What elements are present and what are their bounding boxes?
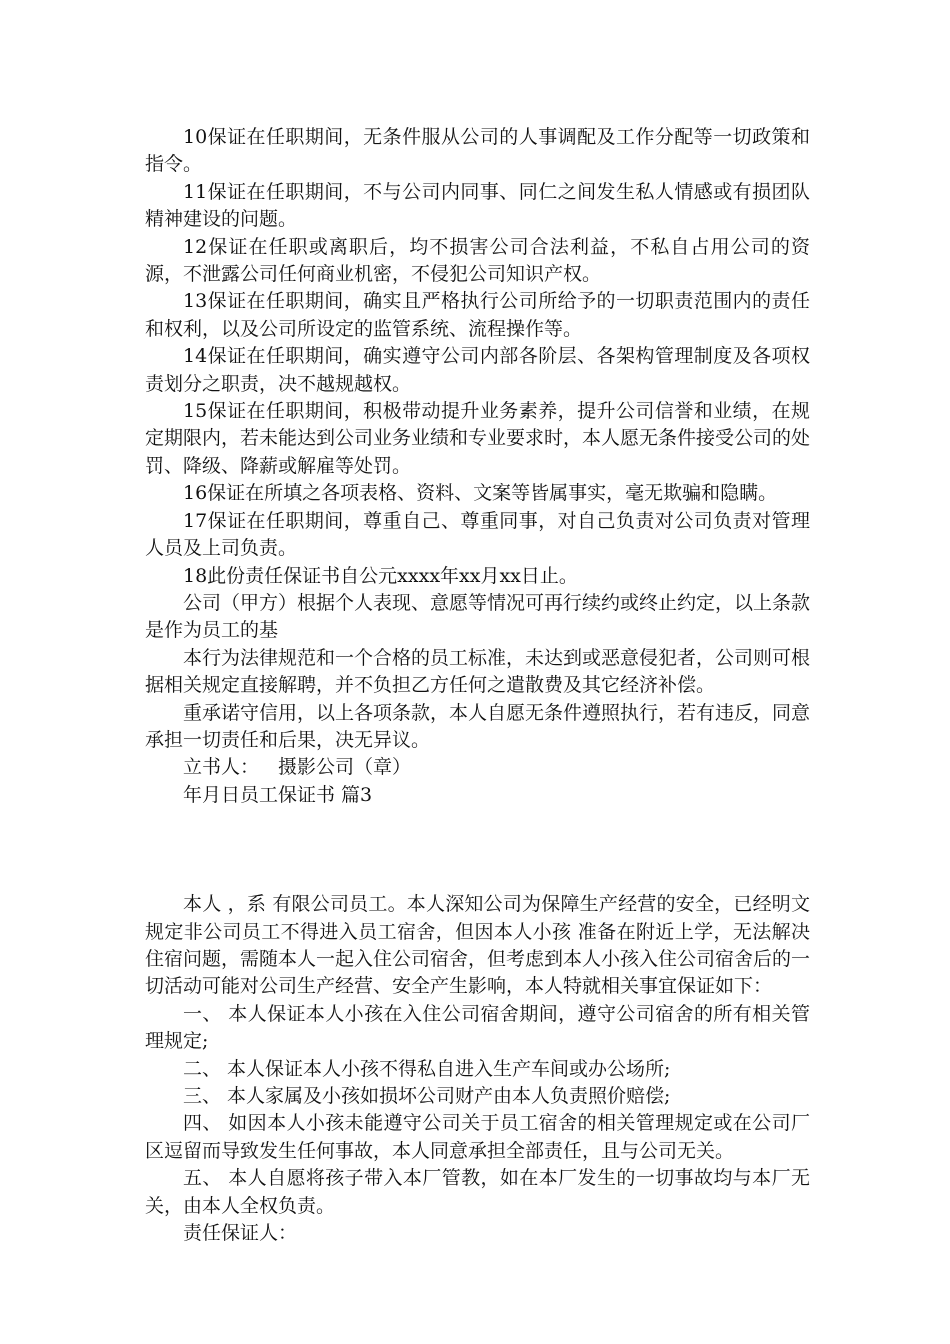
guarantee-item-3: 三、 本人家属及小孩如损坏公司财产由本人负责照价赔偿;	[183, 1085, 671, 1107]
clause-10: 10保证在任职期间，无条件服从公司的人事调配及工作分配等一切政策和指令。	[145, 126, 810, 176]
clause-13: 13保证在任职期间，确实且严格执行公司所给予的一切职责范围内的责任和权利，以及公司所设定的监管系统、流程操作等。	[145, 290, 810, 340]
guarantee-item-2: 二、 本人保证本人小孩不得私自进入生产车间或办公场所;	[183, 1057, 671, 1080]
guarantee-item-5: 五、 本人自愿将孩子带入本厂管教，如在本厂发生的一切事故均与本厂无关，由本人全权负责。	[145, 1167, 810, 1217]
clause-17: 17保证在任职期间，尊重自己、尊重同事，对自己负责对公司负责对管理人员及上司负责。	[145, 509, 810, 560]
signer-label: 立书人：	[183, 756, 260, 779]
intro-paragraph: 本人 ，系 有限公司员工。本人深知公司为保障生产经营的安全，已经明文规定非公司员工不得进入员工宿舍，但因本人小孩 准备在附近上学，无法解决住宿问题，需随本人一起入住公司宿舍，但考虑到本人小孩入住公司宿舍后的一切活动可能对公司生产经营、安全产生影响，本人特就相关事宜保证如下：	[145, 893, 811, 998]
signer-company: 摄影公司（章）	[278, 756, 412, 779]
guarantee-item-1: 一、 本人保证本人小孩在入住公司宿舍期间，遵守公司宿舍的所有相关管理规定;	[145, 1002, 810, 1053]
guarantee-item-4: 四、 如因本人小孩未能遵守公司关于员工宿舍的相关管理规定或在公司厂区逗留而导致发生任何事故，本人同意承担全部责任，且与公司无关。	[145, 1112, 810, 1162]
guarantor-signature-label: 责任保证人：	[183, 1222, 298, 1245]
standard-paragraph: 本行为法律规范和一个合格的员工标准，未达到或恶意侵犯者，公司则可根据相关规定直接解聘，并不负担乙方任何之遣散费及其它经济补偿。	[145, 646, 811, 697]
section-gap	[145, 809, 810, 891]
clause-12: 12保证在任职或离职后，均不损害公司合法利益，不私自占用公司的资源，不泄露公司任何商业机密，不侵犯公司知识产权。	[145, 235, 810, 286]
promise-paragraph: 重承诺守信用，以上各项条款，本人自愿无条件遵照执行，若有违反，同意承担一切责任和后果，决无异议。	[145, 701, 811, 751]
document-body	[145, 124, 810, 1247]
clause-16: 16保证在所填之各项表格、资料、文案等皆属事实，毫无欺骗和隐瞒。	[183, 482, 778, 505]
clause-14: 14保证在任职期间，确实遵守公司内部各阶层、各架构管理制度及各项权责划分之职责，决不越规越权。	[145, 345, 810, 395]
clause-18: 18此份责任保证书自公元xxxx年xx月xx日止。	[183, 564, 578, 587]
clause-15: 15保证在任职期间，积极带动提升业务素养，提升公司信誉和业绩，在规定期限内，若未能达到公司业务业绩和专业要求时，本人愿无条件接受公司的处罚、降级、降薪或解雇等处罚。	[145, 400, 811, 477]
signer-line	[145, 754, 810, 781]
date-and-section-heading: 年月日员工保证书 篇3	[183, 783, 373, 806]
renewal-paragraph: 公司（甲方）根据个人表现、意愿等情况可再行续约或终止约定，以上条款是作为员工的基	[145, 591, 811, 642]
clause-11: 11保证在任职期间，不与公司内同事、同仁之间发生私人情感或有损团队精神建设的问题。	[145, 180, 810, 231]
